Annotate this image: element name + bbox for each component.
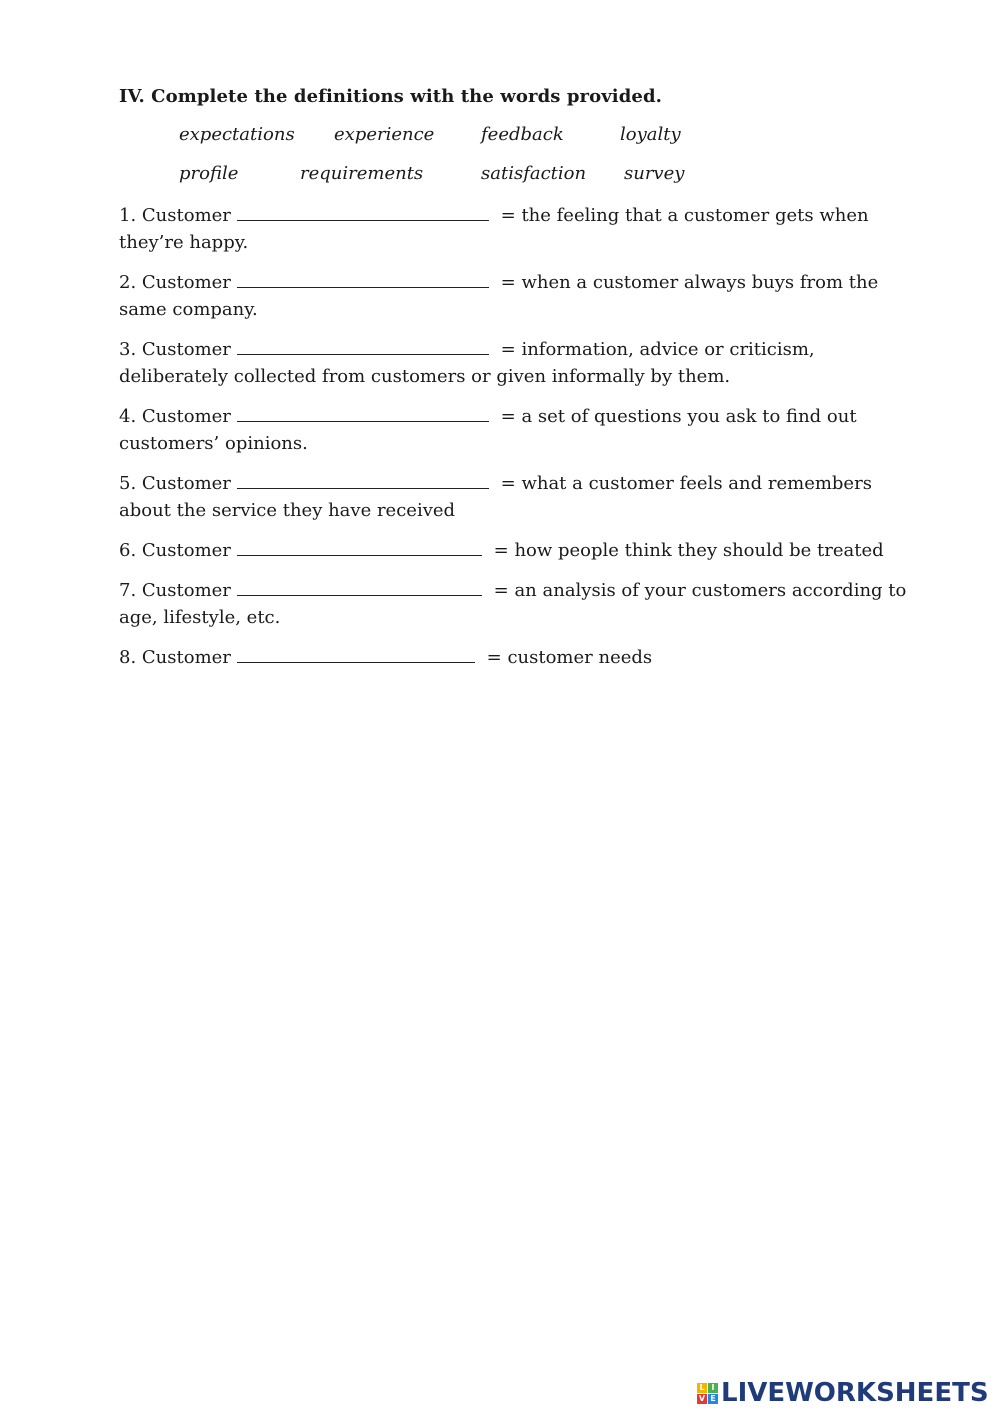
answer-blank-6[interactable] [237,537,482,556]
liveworksheets-logo-icon [697,1383,718,1404]
item-prefix: 6. Customer [119,540,231,561]
logo-square: V [698,1393,706,1403]
definition-item-1 [119,202,929,256]
answer-blank-2[interactable] [237,269,489,288]
item-definition: = a set of questions you ask to find out customers’ opinions. [119,406,857,454]
item-prefix: 7. Customer [119,580,231,601]
answer-blank-3[interactable] [237,336,489,355]
word-bank-row-2 [179,163,739,202]
definition-item-5 [119,470,929,524]
word-bank-row-1 [179,124,739,163]
answer-blank-4[interactable] [237,403,489,422]
item-definition: = an analysis of your customers according to age, lifestyle, etc. [119,580,907,628]
definition-item-6 [119,537,929,564]
word-bank-item: experience [334,124,435,145]
logo-square: L [697,1383,707,1393]
word-bank-item: profile [179,163,239,184]
item-definition: = information, advice or criticism, deliberately collected from customers or given informally by them. [119,339,815,387]
answer-input-8[interactable] [237,649,475,667]
item-definition: = what a customer feels and remembers about the service they have received [119,473,872,521]
item-prefix: 8. Customer [119,647,231,668]
answer-input-4[interactable] [237,408,489,426]
definition-list [119,202,929,684]
item-prefix: 2. Customer [119,272,231,293]
word-bank-item: survey [624,163,685,184]
word-bank-item: satisfaction [481,163,587,184]
logo-square: I [708,1383,718,1393]
answer-input-7[interactable] [237,582,482,600]
item-prefix: 4. Customer [119,406,231,427]
definition-item-8 [119,644,929,671]
item-definition: = the feeling that a customer gets when they’re happy. [119,205,869,253]
liveworksheets-brand [697,1378,989,1408]
item-prefix: 3. Customer [119,339,231,360]
definition-item-3 [119,336,929,390]
brand-wordmark: LIVEWORKSHEETS [721,1378,989,1408]
answer-input-3[interactable] [237,341,489,359]
answer-input-1[interactable] [237,207,489,225]
exercise-heading: IV. Complete the definitions with the words provided. [119,86,663,107]
item-definition: = customer needs [486,647,653,668]
word-bank [179,124,739,202]
answer-blank-1[interactable] [237,202,489,221]
logo-square: E [708,1394,718,1404]
answer-blank-8[interactable] [237,644,475,663]
definition-item-7 [119,577,929,631]
word-bank-item: requirements [300,163,424,184]
word-bank-item: expectations [179,124,295,145]
item-definition: = when a customer always buys from the same company. [119,272,879,320]
answer-blank-5[interactable] [237,470,489,489]
answer-input-6[interactable] [237,542,482,560]
answer-blank-7[interactable] [237,577,482,596]
definition-item-2 [119,269,929,323]
definition-item-4 [119,403,929,457]
item-prefix: 1. Customer [119,205,231,226]
answer-input-2[interactable] [237,274,489,292]
word-bank-item: loyalty [620,124,681,145]
item-prefix: 5. Customer [119,473,231,494]
word-bank-item: feedback [481,124,564,145]
answer-input-5[interactable] [237,475,489,493]
item-definition: = how people think they should be treated [493,540,884,561]
